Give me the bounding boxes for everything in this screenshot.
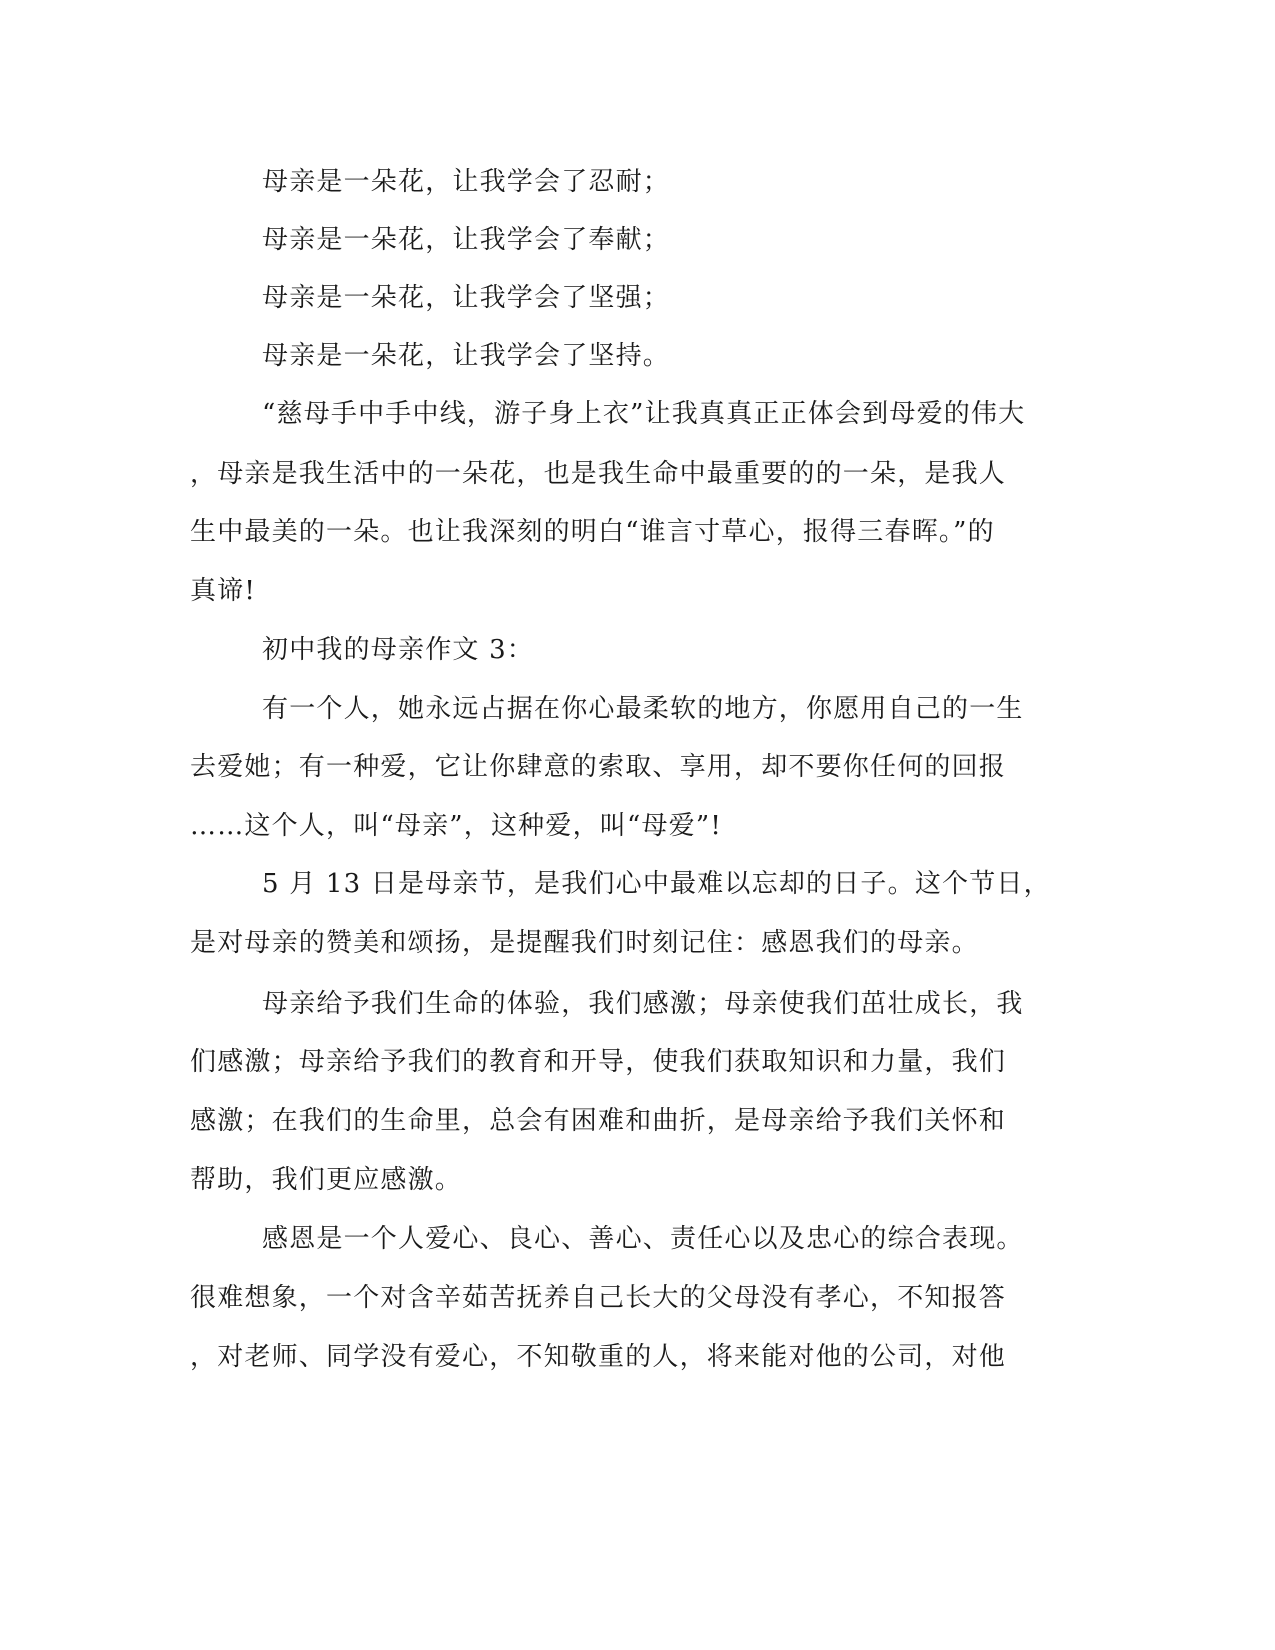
text-line: 母亲是一朵花，让我学会了坚强； bbox=[262, 283, 671, 313]
text-line: 帮助，我们更应感激。 bbox=[190, 1165, 463, 1195]
text-line: ，对老师、同学没有爱心，不知敬重的人，将来能对他的公司，对他 bbox=[190, 1342, 1007, 1372]
text-line: 去爱她；有一种爱，它让你肆意的索取、享用，却不要你任何的回报 bbox=[190, 752, 1007, 782]
text-line: 生中最美的一朵。也让我深刻的明白“谁言寸草心，报得三春晖。”的 bbox=[190, 517, 995, 547]
text-line: “慈母手中手中线，游子身上衣”让我真真正正体会到母爱的伟大 bbox=[262, 399, 1026, 429]
text-line: 真谛! bbox=[190, 576, 257, 606]
text-line: ……这个人，叫“母亲”，这种爱，叫“母爱”! bbox=[190, 811, 723, 841]
text-line: 感激；在我们的生命里，总会有困难和曲折，是母亲给予我们关怀和 bbox=[190, 1106, 1007, 1136]
text-line: 有一个人，她永远占据在你心最柔软的地方，你愿用自己的一生 bbox=[262, 694, 1024, 724]
text-line: 很难想象，一个对含辛茹苦抚养自己长大的父母没有孝心，不知报答 bbox=[190, 1283, 1007, 1313]
section-heading: 初中我的母亲作文 3： bbox=[262, 635, 535, 665]
text-line: 母亲是一朵花，让我学会了忍耐； bbox=[262, 167, 671, 197]
text-line: 感恩是一个人爱心、良心、善心、责任心以及忠心的综合表现。 bbox=[262, 1224, 1024, 1254]
text-line: 母亲给予我们生命的体验，我们感激；母亲使我们茁壮成长，我 bbox=[262, 989, 1024, 1019]
text-line: 母亲是一朵花，让我学会了坚持。 bbox=[262, 341, 671, 371]
text-line: ，母亲是我生活中的一朵花，也是我生命中最重要的的一朵，是我人 bbox=[190, 459, 1007, 489]
text-line: 5 月 13 日是母亲节，是我们心中最难以忘却的日子。这个节日， bbox=[262, 869, 1051, 899]
text-line: 们感激；母亲给予我们的教育和开导，使我们获取知识和力量，我们 bbox=[190, 1047, 1007, 1077]
text-line: 是对母亲的赞美和颂扬，是提醒我们时刻记住：感恩我们的母亲。 bbox=[190, 928, 979, 958]
text-line: 母亲是一朵花，让我学会了奉献； bbox=[262, 225, 671, 255]
